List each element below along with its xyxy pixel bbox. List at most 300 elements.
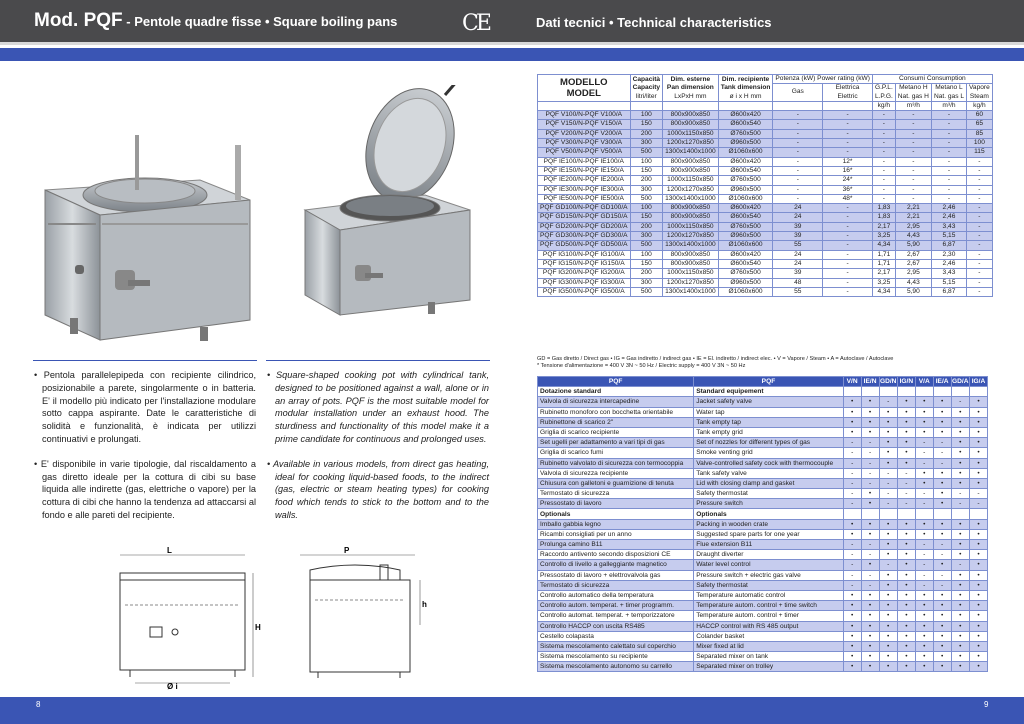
col-tank-dimension: Dim. recipiente Tank dimension ø i x H mm bbox=[718, 75, 773, 102]
spec-cell: 1300x1400x1000 bbox=[663, 287, 719, 296]
spec-cell: - bbox=[895, 139, 931, 148]
availability-cell: • bbox=[933, 652, 951, 662]
equipment-label-en: HACCP control with RS 485 output bbox=[694, 621, 844, 631]
availability-cell: • bbox=[951, 438, 969, 448]
legend-note: GD = Gas diretto / Direct gas • IG = Gas indiretto / indirect gas • IE = El. indiretto / indirect elec. • V = Vapore / Steam • A = Autoclave / Autoclave bbox=[537, 356, 894, 362]
spec-cell: - bbox=[823, 222, 873, 231]
spec-cell: - bbox=[872, 111, 895, 120]
divider-left bbox=[33, 360, 257, 361]
product-photo-closed bbox=[40, 115, 255, 345]
spec-cell: Ø760x500 bbox=[718, 176, 773, 185]
spec-cell: 4,43 bbox=[895, 232, 931, 241]
equipment-row bbox=[538, 427, 988, 437]
spec-cell: - bbox=[823, 129, 873, 138]
dimension-label-diameter: Ø i bbox=[167, 682, 178, 690]
spec-cell: - bbox=[931, 129, 966, 138]
availability-cell: • bbox=[861, 590, 879, 600]
availability-cell: - bbox=[843, 580, 861, 590]
spec-cell: - bbox=[872, 120, 895, 129]
equipment-label-en: Safety thermostat bbox=[694, 580, 844, 590]
equipment-label-it: Griglia di scarico fumi bbox=[538, 448, 694, 458]
spec-row bbox=[538, 213, 993, 222]
model-code: PQF V150/N-PQF V150/A bbox=[538, 120, 631, 129]
availability-cell: • bbox=[897, 550, 915, 560]
equipment-header-cell: IE/N bbox=[861, 377, 879, 387]
availability-cell: • bbox=[861, 407, 879, 417]
spec-cell: 100 bbox=[630, 157, 663, 166]
spec-cell: 500 bbox=[630, 148, 663, 157]
availability-cell: • bbox=[933, 611, 951, 621]
equipment-header-cell: V/N bbox=[843, 377, 861, 387]
spec-cell: - bbox=[872, 166, 895, 175]
ce-mark-icon: CE bbox=[462, 11, 489, 36]
spec-cell: 200 bbox=[630, 129, 663, 138]
spec-row bbox=[538, 157, 993, 166]
availability-cell: • bbox=[933, 641, 951, 651]
spec-cell: 55 bbox=[773, 241, 823, 250]
availability-cell: - bbox=[879, 478, 897, 488]
equipment-row bbox=[538, 540, 988, 550]
availability-cell: • bbox=[969, 601, 987, 611]
spec-cell: - bbox=[895, 166, 931, 175]
availability-cell: - bbox=[861, 540, 879, 550]
equipment-row bbox=[538, 478, 988, 488]
availability-cell: • bbox=[933, 417, 951, 427]
availability-cell: • bbox=[951, 529, 969, 539]
availability-cell: • bbox=[843, 529, 861, 539]
model-code: PQF GD200/N-PQF GD200/A bbox=[538, 222, 631, 231]
availability-cell: • bbox=[951, 458, 969, 468]
availability-cell: - bbox=[861, 448, 879, 458]
spec-cell: - bbox=[967, 204, 993, 213]
availability-cell: • bbox=[843, 641, 861, 651]
availability-cell: • bbox=[879, 519, 897, 529]
spec-cell: 800x900x850 bbox=[663, 166, 719, 175]
spec-cell: - bbox=[967, 241, 993, 250]
spec-cell: 150 bbox=[630, 213, 663, 222]
equipment-label-en: Safety thermostat bbox=[694, 489, 844, 499]
equipment-header-cell: PQF bbox=[538, 377, 694, 387]
spec-cell: 65 bbox=[967, 120, 993, 129]
equipment-label-en: Separated mixer on trolley bbox=[694, 662, 844, 672]
equipment-row bbox=[538, 468, 988, 478]
availability-cell: - bbox=[843, 438, 861, 448]
availability-cell: • bbox=[915, 601, 933, 611]
spec-cell: Ø1060x600 bbox=[718, 287, 773, 296]
availability-cell: - bbox=[897, 499, 915, 509]
spec-cell: 3,25 bbox=[872, 232, 895, 241]
front-view-drawing bbox=[95, 545, 270, 690]
availability-cell: • bbox=[897, 529, 915, 539]
spec-cell: 500 bbox=[630, 194, 663, 203]
availability-cell: • bbox=[969, 641, 987, 651]
spec-row bbox=[538, 129, 993, 138]
spec-cell: 800x900x850 bbox=[663, 259, 719, 268]
equipment-row bbox=[538, 580, 988, 590]
spec-cell: 2,95 bbox=[895, 269, 931, 278]
spec-cell: - bbox=[773, 176, 823, 185]
spec-cell: Ø1060x600 bbox=[718, 148, 773, 157]
availability-cell: • bbox=[861, 489, 879, 499]
availability-cell: • bbox=[879, 438, 897, 448]
table-notes bbox=[537, 356, 893, 370]
availability-cell: - bbox=[915, 550, 933, 560]
equipment-row bbox=[538, 489, 988, 499]
availability-cell: - bbox=[969, 489, 987, 499]
equipment-label-it: Controllo autom. temperat. + timer programm. bbox=[538, 601, 694, 611]
spec-cell: 48* bbox=[823, 194, 873, 203]
spec-cell: 800x900x850 bbox=[663, 111, 719, 120]
spec-cell: - bbox=[967, 269, 993, 278]
availability-cell: • bbox=[933, 407, 951, 417]
spec-cell: 55 bbox=[773, 287, 823, 296]
availability-cell: - bbox=[843, 468, 861, 478]
availability-cell: • bbox=[933, 489, 951, 499]
spec-cell: - bbox=[872, 157, 895, 166]
availability-cell: • bbox=[879, 601, 897, 611]
availability-cell: - bbox=[843, 570, 861, 580]
availability-cell: • bbox=[951, 407, 969, 417]
availability-cell: • bbox=[897, 580, 915, 590]
availability-cell: • bbox=[933, 560, 951, 570]
spec-row bbox=[538, 166, 993, 175]
spec-cell: 2,46 bbox=[931, 204, 966, 213]
page-header bbox=[0, 0, 1024, 45]
section-title: Dati tecnici • Technical characteristics bbox=[536, 15, 772, 30]
equipment-label-it: Imballo gabbia legno bbox=[538, 519, 694, 529]
spec-cell: Ø760x500 bbox=[718, 269, 773, 278]
availability-cell: • bbox=[969, 427, 987, 437]
availability-cell: • bbox=[915, 478, 933, 488]
equipment-row bbox=[538, 601, 988, 611]
col-electric: Elettrica Elettric bbox=[823, 84, 873, 102]
spec-cell: 2,30 bbox=[931, 250, 966, 259]
availability-cell: • bbox=[915, 407, 933, 417]
spec-row bbox=[538, 111, 993, 120]
spec-cell: 1000x1150x850 bbox=[663, 129, 719, 138]
spec-cell: 300 bbox=[630, 185, 663, 194]
availability-cell: • bbox=[969, 519, 987, 529]
equipment-header-row bbox=[538, 377, 988, 387]
spec-cell: Ø600x540 bbox=[718, 120, 773, 129]
equipment-label-it: Termostato di sicurezza bbox=[538, 489, 694, 499]
spec-cell: - bbox=[967, 176, 993, 185]
spec-cell: 2,67 bbox=[895, 250, 931, 259]
equipment-label-en: Jacket safety valve bbox=[694, 397, 844, 407]
availability-cell: • bbox=[897, 641, 915, 651]
spec-cell: - bbox=[895, 129, 931, 138]
availability-cell: • bbox=[969, 560, 987, 570]
spec-row bbox=[538, 148, 993, 157]
spec-cell: - bbox=[967, 287, 993, 296]
spec-cell: - bbox=[967, 259, 993, 268]
spec-cell: 2,67 bbox=[895, 259, 931, 268]
spec-table bbox=[537, 74, 993, 297]
spec-cell: - bbox=[931, 148, 966, 157]
equipment-label-en: Pressure switch + electric gas valve bbox=[694, 570, 844, 580]
spec-cell: 500 bbox=[630, 287, 663, 296]
spec-cell: 1,71 bbox=[872, 250, 895, 259]
spec-cell: - bbox=[967, 278, 993, 287]
availability-cell: • bbox=[879, 417, 897, 427]
availability-cell: • bbox=[915, 652, 933, 662]
spec-cell: - bbox=[823, 213, 873, 222]
spec-row bbox=[538, 139, 993, 148]
equipment-label-en: Smoke venting grid bbox=[694, 448, 844, 458]
spec-cell: 300 bbox=[630, 232, 663, 241]
spec-cell: Ø960x500 bbox=[718, 185, 773, 194]
spec-cell: 39 bbox=[773, 232, 823, 241]
equipment-label-it: Controllo automat. temperat. + temporizzatore bbox=[538, 611, 694, 621]
availability-cell: • bbox=[897, 417, 915, 427]
spec-cell: 1200x1270x850 bbox=[663, 278, 719, 287]
equipment-row bbox=[538, 499, 988, 509]
model-code: PQF V500/N-PQF V500/A bbox=[538, 148, 631, 157]
availability-cell: - bbox=[861, 458, 879, 468]
spec-cell: 5,15 bbox=[931, 232, 966, 241]
unit-steam: kg/h bbox=[967, 101, 993, 110]
availability-cell: • bbox=[915, 417, 933, 427]
spec-cell: 800x900x850 bbox=[663, 213, 719, 222]
spec-cell: 100 bbox=[630, 111, 663, 120]
equipment-row bbox=[538, 407, 988, 417]
page-number-left: 8 bbox=[36, 700, 41, 709]
spec-cell: 2,46 bbox=[931, 213, 966, 222]
availability-cell: • bbox=[933, 519, 951, 529]
spec-cell: - bbox=[773, 111, 823, 120]
equipment-label-it: Controllo automatico della temperatura bbox=[538, 590, 694, 600]
availability-cell: - bbox=[933, 448, 951, 458]
spec-cell: 300 bbox=[630, 278, 663, 287]
availability-cell: • bbox=[969, 662, 987, 672]
equipment-row bbox=[538, 417, 988, 427]
equipment-label-en: Valve-controlled safety cock with thermocouple bbox=[694, 458, 844, 468]
col-capacity: Capacità Capacity litri/liter bbox=[630, 75, 663, 102]
spec-cell: - bbox=[872, 176, 895, 185]
description-paragraph: • Pentola parallelepipeda con recipiente cilindrico, posizionabile a parete, singolarmente o in batteria. E' il modello più indicato per l'installazione modulare sotto cappa aspirante. Date le caratteristiche di solidità e funzionalità, è indicata per utilizzi continuativi e prolungati. bbox=[34, 370, 256, 444]
spec-row bbox=[538, 278, 993, 287]
spec-cell: 39 bbox=[773, 269, 823, 278]
equipment-label-en: Flue extension B11 bbox=[694, 540, 844, 550]
availability-cell: - bbox=[915, 438, 933, 448]
description-paragraph: • Available in various models, from direct gas heating, ideal for cooking liquid-based foods, to the indirect (gas, electric or steam heating types) for cooking food which tends to stick to the bottom and to the walls. bbox=[267, 458, 489, 520]
availability-cell: - bbox=[915, 570, 933, 580]
availability-cell: • bbox=[843, 407, 861, 417]
accent-bar bbox=[0, 48, 1024, 61]
availability-cell: • bbox=[897, 601, 915, 611]
spec-cell: 6,87 bbox=[931, 287, 966, 296]
spec-cell: Ø600x420 bbox=[718, 250, 773, 259]
equipment-row bbox=[538, 662, 988, 672]
availability-cell: • bbox=[861, 427, 879, 437]
availability-cell: • bbox=[915, 529, 933, 539]
description-english bbox=[267, 369, 489, 534]
spec-cell: - bbox=[931, 111, 966, 120]
availability-cell: • bbox=[915, 662, 933, 672]
availability-cell: • bbox=[951, 590, 969, 600]
availability-cell: • bbox=[879, 550, 897, 560]
availability-cell: • bbox=[915, 631, 933, 641]
spec-cell: Ø1060x600 bbox=[718, 241, 773, 250]
equipment-label-en: Water tap bbox=[694, 407, 844, 417]
spec-cell: 3,25 bbox=[872, 278, 895, 287]
spec-cell: 200 bbox=[630, 176, 663, 185]
spec-cell: 2,46 bbox=[931, 259, 966, 268]
availability-cell: • bbox=[969, 631, 987, 641]
availability-cell: - bbox=[843, 448, 861, 458]
spec-cell: 36* bbox=[823, 185, 873, 194]
availability-cell: • bbox=[915, 611, 933, 621]
spec-cell: - bbox=[931, 120, 966, 129]
availability-cell: - bbox=[915, 560, 933, 570]
spec-cell: - bbox=[967, 157, 993, 166]
availability-cell: • bbox=[897, 458, 915, 468]
spec-cell: 2,17 bbox=[872, 222, 895, 231]
availability-cell: • bbox=[933, 601, 951, 611]
spec-cell: - bbox=[931, 166, 966, 175]
availability-cell: • bbox=[861, 621, 879, 631]
equipment-label-en: Mixer fixed at lid bbox=[694, 641, 844, 651]
spec-cell: 100 bbox=[630, 204, 663, 213]
spec-cell: - bbox=[823, 139, 873, 148]
equipment-row bbox=[538, 438, 988, 448]
page-footer bbox=[0, 697, 1024, 724]
availability-cell: • bbox=[915, 397, 933, 407]
availability-cell: - bbox=[951, 397, 969, 407]
spec-cell: - bbox=[895, 157, 931, 166]
spec-row bbox=[538, 120, 993, 129]
availability-cell: • bbox=[969, 407, 987, 417]
availability-cell: - bbox=[915, 580, 933, 590]
equipment-label-it: Sistema mescolamento su recipiente bbox=[538, 652, 694, 662]
spec-cell: 200 bbox=[630, 269, 663, 278]
spec-cell: - bbox=[823, 120, 873, 129]
equipment-section-title bbox=[538, 387, 988, 397]
availability-cell: • bbox=[843, 590, 861, 600]
equipment-row bbox=[538, 519, 988, 529]
spec-cell: 4,34 bbox=[872, 241, 895, 250]
equipment-label-it: Prolunga camino B11 bbox=[538, 540, 694, 550]
equipment-row bbox=[538, 621, 988, 631]
availability-cell: • bbox=[933, 621, 951, 631]
spec-cell: 24 bbox=[773, 213, 823, 222]
availability-cell: • bbox=[969, 580, 987, 590]
spec-cell: - bbox=[967, 250, 993, 259]
spec-cell: 150 bbox=[630, 120, 663, 129]
spec-cell: 1300x1400x1000 bbox=[663, 241, 719, 250]
availability-cell: • bbox=[951, 550, 969, 560]
availability-cell: - bbox=[915, 458, 933, 468]
availability-cell: - bbox=[933, 458, 951, 468]
spec-cell: 800x900x850 bbox=[663, 157, 719, 166]
availability-cell: • bbox=[861, 662, 879, 672]
model-code: PQF GD100/N-PQF GD100/A bbox=[538, 204, 631, 213]
model-code: PQF GD300/N-PQF GD300/A bbox=[538, 232, 631, 241]
spec-cell: - bbox=[823, 148, 873, 157]
availability-cell: - bbox=[915, 540, 933, 550]
description-italian bbox=[34, 369, 256, 534]
spec-cell: 200 bbox=[630, 222, 663, 231]
availability-cell: - bbox=[879, 397, 897, 407]
availability-cell: • bbox=[933, 590, 951, 600]
equipment-header-cell: IE/A bbox=[933, 377, 951, 387]
side-view-drawing bbox=[290, 545, 435, 690]
availability-cell: • bbox=[879, 407, 897, 417]
spec-cell: 4,43 bbox=[895, 278, 931, 287]
description-paragraph: • E' disponibile in varie tipologie, dal riscaldamento a gas diretto ideale per la cottura di cibi su base liquida alle indirette (gas, elettriche o vapore) per la cottura di cibi che hanno la tendenza ad attaccarsi al fondo e alle pareti del recipiente. bbox=[34, 458, 256, 520]
availability-cell: • bbox=[933, 397, 951, 407]
availability-cell: • bbox=[951, 641, 969, 651]
equipment-label-en: Water level control bbox=[694, 560, 844, 570]
spec-cell: Ø1060x600 bbox=[718, 194, 773, 203]
availability-cell: • bbox=[951, 601, 969, 611]
equipment-header-cell: PQF bbox=[694, 377, 844, 387]
availability-cell: • bbox=[951, 611, 969, 621]
availability-cell: - bbox=[843, 458, 861, 468]
spec-cell: - bbox=[895, 111, 931, 120]
availability-cell: • bbox=[897, 560, 915, 570]
spec-cell: 3,43 bbox=[931, 269, 966, 278]
availability-cell: • bbox=[897, 427, 915, 437]
model-code: PQF IG300/N-PQF IG300/A bbox=[538, 278, 631, 287]
spec-cell: 2,95 bbox=[895, 222, 931, 231]
availability-cell: - bbox=[861, 580, 879, 590]
availability-cell: • bbox=[843, 611, 861, 621]
availability-cell: • bbox=[861, 601, 879, 611]
availability-cell: • bbox=[969, 417, 987, 427]
equipment-label-en: Temperature autom. control + time switch bbox=[694, 601, 844, 611]
availability-cell: - bbox=[879, 468, 897, 478]
availability-cell: - bbox=[897, 468, 915, 478]
equipment-label-it: Sistema mescolamento autonomo su carrello bbox=[538, 662, 694, 672]
spec-row bbox=[538, 250, 993, 259]
availability-cell: • bbox=[951, 427, 969, 437]
spec-cell: 2,17 bbox=[872, 269, 895, 278]
dimension-label-L: L bbox=[167, 546, 172, 555]
unit-natgas-h: m³/h bbox=[895, 101, 931, 110]
spec-cell: 100 bbox=[630, 250, 663, 259]
spec-cell: 1200x1270x850 bbox=[663, 232, 719, 241]
spec-cell: 800x900x850 bbox=[663, 120, 719, 129]
section-title-it: Optionals bbox=[538, 509, 694, 519]
equipment-label-it: Valvola di sicurezza recipiente bbox=[538, 468, 694, 478]
model-code: PQF V300/N-PQF V300/A bbox=[538, 139, 631, 148]
spec-cell: - bbox=[967, 185, 993, 194]
availability-cell: - bbox=[915, 499, 933, 509]
equipment-label-it: Pressostato di lavoro bbox=[538, 499, 694, 509]
col-natgas-l: Metano L Nat. gas L bbox=[931, 84, 966, 102]
equipment-label-it: Pressostato di lavoro + elettrovalvola gas bbox=[538, 570, 694, 580]
spec-cell: 1300x1400x1000 bbox=[663, 148, 719, 157]
availability-cell: • bbox=[951, 662, 969, 672]
equipment-label-en: Suggested spare parts for one year bbox=[694, 529, 844, 539]
availability-cell: • bbox=[879, 580, 897, 590]
spec-cell: 6,87 bbox=[931, 241, 966, 250]
availability-cell: • bbox=[933, 468, 951, 478]
spec-cell: - bbox=[931, 185, 966, 194]
equipment-row bbox=[538, 641, 988, 651]
model-header: MODELLO MODEL bbox=[538, 75, 631, 102]
equipment-label-en: Tank empty tap bbox=[694, 417, 844, 427]
spec-cell: 100 bbox=[967, 139, 993, 148]
availability-cell: - bbox=[861, 550, 879, 560]
model-code: PQF V100/N-PQF V100/A bbox=[538, 111, 631, 120]
model-code: PQF GD150/N-PQF GD150/A bbox=[538, 213, 631, 222]
equipment-label-it: Chiusura con galletoni e guarnizione di tenuta bbox=[538, 478, 694, 488]
equipment-row bbox=[538, 570, 988, 580]
equipment-label-it: Raccordo antivento secondo disposizioni CE bbox=[538, 550, 694, 560]
availability-cell: • bbox=[969, 458, 987, 468]
